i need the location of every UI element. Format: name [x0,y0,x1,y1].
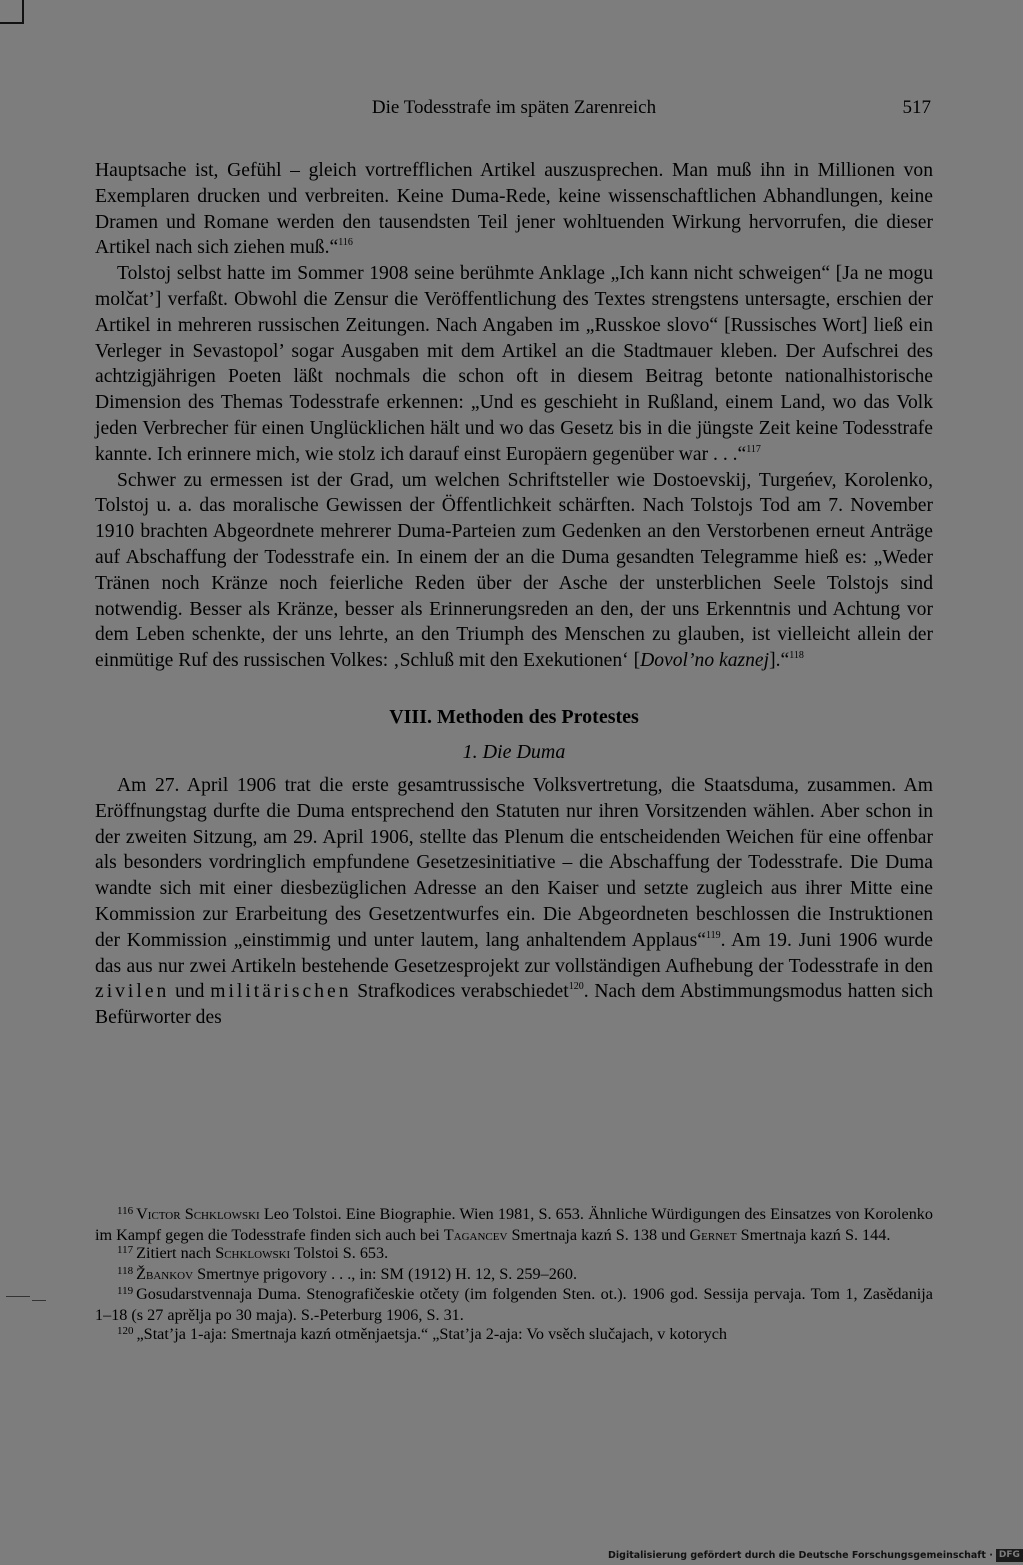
footnote-120 [95,1325,933,1346]
footnote-text: Smertnaja kazń S. 144. [736,1225,891,1244]
footnote-119 [95,1285,933,1324]
footnote-number: 120 [117,1324,134,1337]
footnote-number: 118 [117,1264,134,1277]
footnote-text: Smertnye prigovory . . ., in: SM (1912) H. 12, S. 259–260. [193,1264,578,1283]
body-text [95,158,933,1031]
paragraph-4-text-a: Am 27. April 1906 trat die erste gesamtrussische Volksvertretung, die Staatsduma, zusammen. Am Eröffnungstag durfte die Duma entsprechend den Statuten nur ihren Vorsitzenden wählen. Aber schon in der zweiten Sitzung, am 29. April 1906, stellte das Plenum die entscheidenden Weichen für eine offenbar als besonders vordringlich empfundene Gesetzesinitiative – die Abschaffung der Todesstrafe. Die Duma wandte sich mit einer diesbezüglichen Adresse an den Kaiser und setzte zugleich aus ihrer Mitte eine Kommission zur Erarbeitung des Gesetzentwurfes ein. Die Abgeordneten beschlossen die Instruktionen der Kommission „einstimmig und unter lautem, lang anhaltendem Applaus“ [95,774,933,951]
page-number: 517 [902,97,931,118]
paragraph-1 [95,158,933,261]
scan-artifact [32,1300,46,1301]
footnote-author: Schklowski [215,1244,291,1263]
footnote-number: 116 [117,1205,134,1217]
scan-corner-mark [0,0,24,24]
paragraph-2-text: Tolstoj selbst hatte im Sommer 1908 seine berühmte Anklage „Ich kann nicht schweigen“ [Ja ne mogu molčat’] verfaßt. Obwohl die Zensur die Veröffentlichung des Textes strengstens untersagte, erschien der Artikel in mehreren russischen Zeitungen. Nach Angaben im „Russkoe slovo“ [Russisches Wort] ließ ein Verleger in Sevastopol’ sogar Ausgaben mit dem Artikel an die Stadtmauer kleben. Der Aufschrei des achtzigjährigen Poeten läßt nochmals die schon oft in diesem Beitrag betonte nationalhistorische Dimension des Themas Todesstrafe erkennen: „Und es geschieht in Rußland, einem Land, wo das Volk jeden Verbrecher für einen Unglücklichen hält und wo das Gesetz bis in die jüngste Zeit keine Todesstrafe kannte. Ich erinnere mich, wie stolz ich darauf einst Europäern gegenüber war . . .“ [95,263,933,465]
footnotes [95,1205,933,1345]
paragraph-4-text-d: . Nach dem Abstimmungsmodus hatten sich Befürworter des [95,981,933,1029]
footnote-116 [95,1205,933,1244]
footnote-ref-117[interactable]: 117 [746,443,761,455]
paragraph-1-text: Hauptsache ist, Gefühl – gleich vortrefflichen Artikel auszusprechen. Man muß ihn in Millionen von Exemplaren drucken und verbreiten. Keine Duma-Rede, keine wissenschaftlichen Abhandlungen, keine Dramen und Romane werden den tausendsten Teil jener wohltuenden Wirkung hervorrufen, die dieser Artikel nach sich ziehen muß.“ [95,160,933,259]
footnote-number: 117 [117,1244,134,1257]
footnote-text: Gosudarstvennaja Duma. Stenografičeskie otčety (im folgenden Sten. ot.). 1906 god. Sessija pervaja. Tom 1, Zasědanija 1–18 (s 27 aprělja po 30 maja). S.-Peterburg 1906, S. 31. [95,1285,933,1324]
scan-artifact [6,1296,30,1297]
footnote-118 [95,1265,933,1286]
footnote-text: Smertnaja kazń S. 138 und [507,1225,690,1244]
section-heading: VIII. Methoden des Protestes [389,705,639,728]
digitization-credit [608,1547,1023,1565]
paragraph-3-end: ].“ [769,650,790,672]
running-head [95,97,933,127]
footnote-117 [95,1244,933,1265]
paragraph-4 [95,773,933,1031]
paragraph-3-italic: Dovol’no kaznej [640,650,770,672]
paragraph-4-text-c: Strafkodices verabschiedet [351,981,569,1003]
footnote-text: Zitiert nach [136,1244,216,1263]
footnote-ref-119[interactable]: 119 [705,929,721,941]
paragraph-3 [95,468,933,674]
paragraph-3-text: Schwer zu ermessen ist der Grad, um welchen Schriftsteller wie Dostoevskij, Turgeńev, Korolenko, Tolstoj u. a. das moralische Gewissen der Öffentlichkeit schärften. Nach Tolstojs Tod am 7. November 1910 brachten Abgeordnete mehrerer Duma-Parteien zum Gedenken an den Verstorbenen erneut Anträge auf Abschaffung der Todesstrafe ein. In einem der an die Duma gesandten Telegramme hieß es: „Weder Tränen noch Kränze noch feierliche Reden über der Asche der unsterblichen Seele Tolstojs sind notwendig. Besser als Kränze, besser als Erinnerungsreden an den, der uns Erkenntnis und Achtung vor dem Leben schenkte, der uns lehrte, an den Triumph des Menschen zu glauben, ist vielleicht allein der einmütige Ruf des russischen Volkes: ‚Schluß mit den Exekutionen‘ [ [95,469,933,672]
digitization-credit-text: Digitalisierung gefördert durch die Deutsche Forschungsgemeinschaft · [608,1550,993,1561]
spaced-word-zivilen: zivilen [95,981,170,1003]
footnote-number: 119 [117,1285,134,1298]
paragraph-2 [95,261,933,467]
footnote-author: Žbankov [136,1264,194,1283]
dfg-logo: DFG [996,1549,1023,1562]
footnote-author: Victor Schklowski [136,1205,260,1223]
footnote-text: Tolstoi S. 653. [290,1244,389,1263]
footnote-ref-120[interactable]: 120 [568,981,584,993]
footnote-text: Leo Tolstoi. Eine Biographie. Wien 1981, S. 653. Ähnliche Würdigungen des Einsatzes von Korolenko im Kampf gegen die Todesstrafe finden sich auch bei [95,1205,933,1244]
footnote-ref-118[interactable]: 118 [789,650,804,662]
paragraph-4-text-b: . Am 19. Juni 1906 wurde das aus nur zwei Artikeln bestehende Gesetzesprojekt zur vollständigen Aufhebung der Todesstrafe in den [95,929,934,977]
subsection-heading: 1. Die Duma [462,740,566,763]
footnote-author: Tagancev [443,1225,508,1244]
running-title: Die Todesstrafe im späten Zarenreich [371,97,657,118]
footnote-ref-116[interactable]: 116 [338,237,353,249]
paragraph-4-and: und [169,981,211,1003]
footnote-author: Gernet [689,1225,737,1244]
footnote-text: „Stat’ja 1-aja: Smertnaja kazń otměnjaetsja.“ „Stat’ja 2-aja: Vo vsěch slučajach, v kotorych [136,1324,727,1343]
spaced-word-militaerischen: militärischen [210,981,352,1003]
